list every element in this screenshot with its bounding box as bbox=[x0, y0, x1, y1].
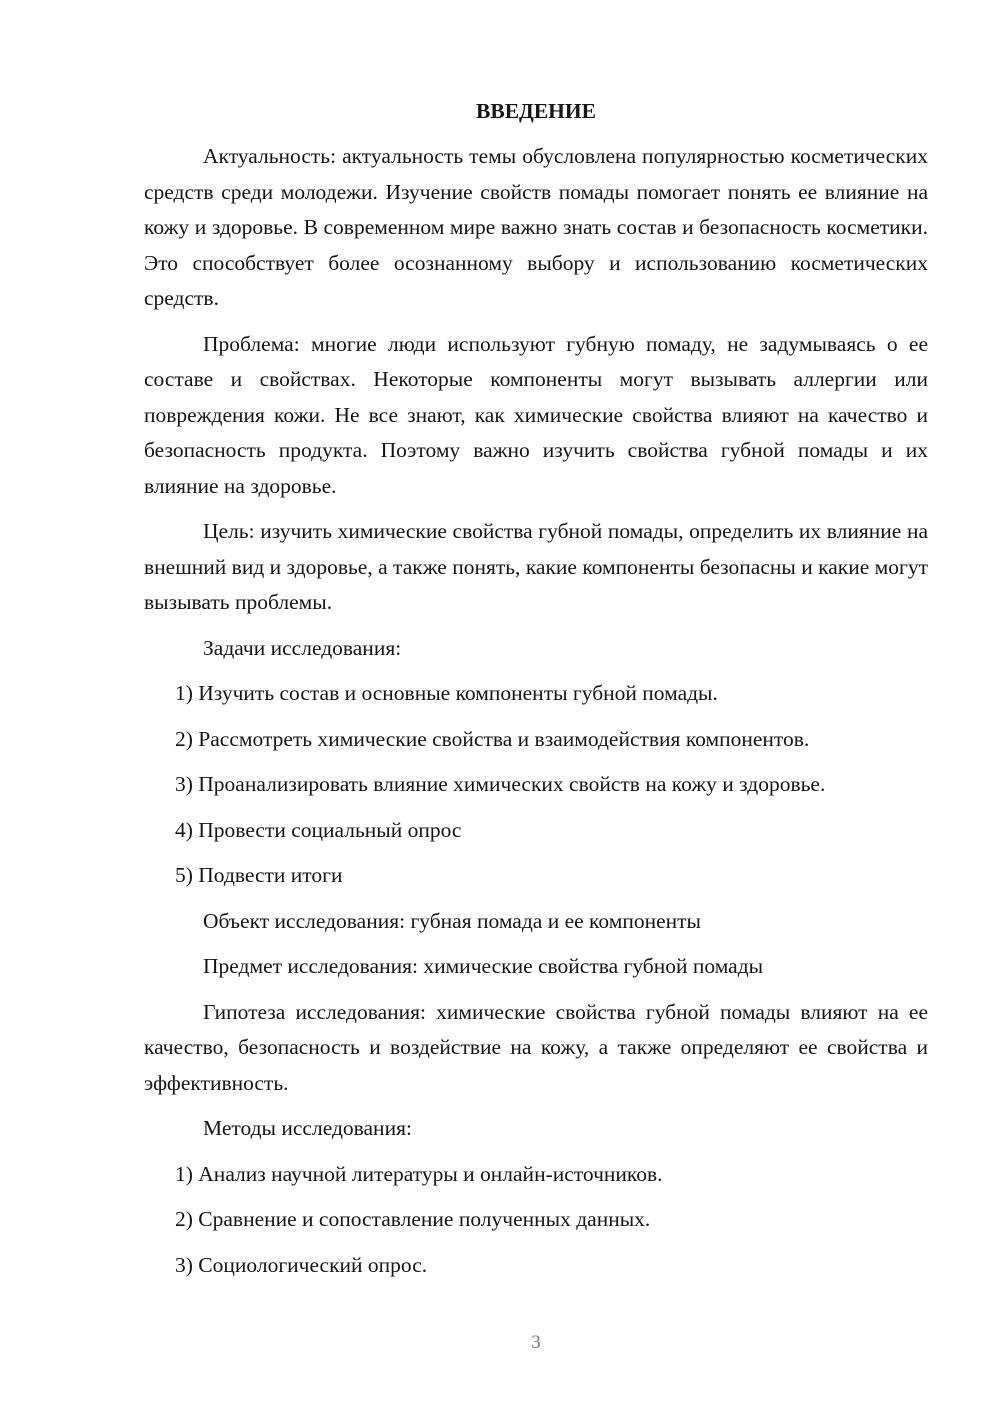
methods-heading: Методы исследования: bbox=[203, 1116, 412, 1140]
method-item: 3) Социологический опрос. bbox=[175, 1252, 428, 1277]
goal-paragraph: Цель: изучить химические свойства губной помады, определить их влияние на внешний вид и здоровье, а также понять, какие компоненты безопасны и какие могут вызывать проблемы. bbox=[144, 519, 928, 614]
tasks-heading: Задачи исследования: bbox=[203, 635, 402, 660]
tasks-list bbox=[144, 676, 928, 894]
page-title: ВВЕДЕНИЕ bbox=[476, 99, 596, 123]
relevance-paragraph: Актуальность: актуальность темы обусловлена популярностью косметических средств среди молодежи. Изучение свойств помады помогает понять ее влияние на кожу и здоровье. В современном мире важно знать состав и безопасность косметики. Это способствует более осознанному выбору и использованию косметических средств. bbox=[144, 144, 928, 310]
page-number: 3 bbox=[531, 1332, 541, 1353]
task-item: 2) Рассмотреть химические свойства и взаимодействия компонентов. bbox=[175, 726, 810, 751]
research-object: Объект исследования: губная помада и ее компоненты bbox=[203, 908, 701, 933]
task-item: 1) Изучить состав и основные компоненты губной помады. bbox=[175, 681, 718, 705]
page-content bbox=[144, 94, 928, 1293]
research-subject: Предмет исследования: химические свойства губной помады bbox=[203, 954, 764, 978]
problem-paragraph: Проблема: многие люди используют губную помаду, не задумываясь о ее составе и свойствах. Некоторые компоненты могут вызывать аллергии или повреждения кожи. Не все знают, как химические свойства влияют на качество и безопасность продукта. Поэтому важно изучить свойства губной помады и их влияние на здоровье. bbox=[144, 331, 928, 498]
method-item: 2) Сравнение и сопоставление полученных данных. bbox=[175, 1207, 651, 1231]
task-item: 3) Проанализировать влияние химических свойств на кожу и здоровье. bbox=[175, 772, 826, 796]
task-item: 5) Подвести итоги bbox=[175, 863, 343, 887]
method-item: 1) Анализ научной литературы и онлайн-источников. bbox=[175, 1161, 663, 1186]
hypothesis-paragraph: Гипотеза исследования: химические свойства губной помады влияют на ее качество, безопасность и воздействие на кожу, а также определяют ее свойства и эффективность. bbox=[144, 999, 928, 1095]
task-item: 4) Провести социальный опрос bbox=[175, 817, 462, 842]
methods-list bbox=[144, 1157, 928, 1284]
